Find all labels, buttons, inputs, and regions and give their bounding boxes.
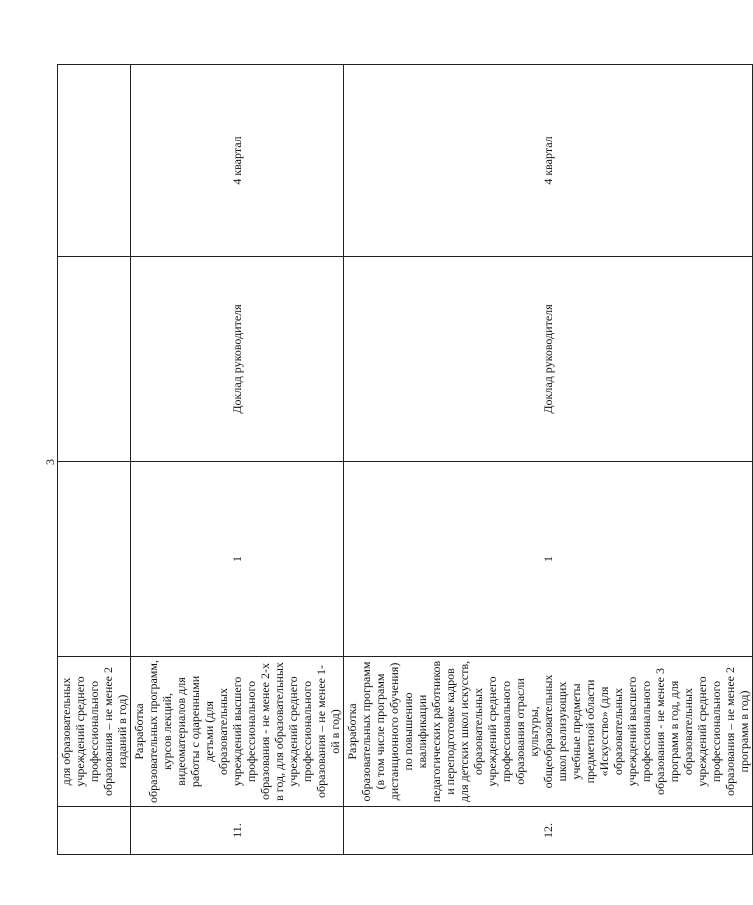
report-cell [58, 257, 131, 462]
report-cell: Доклад руководителя [344, 257, 753, 462]
plan-table [57, 65, 751, 855]
deadline-cell [58, 65, 131, 257]
quantity-cell: 1 [344, 462, 753, 657]
page-number: 3 [43, 459, 57, 465]
quantity-cell: 1 [131, 462, 344, 657]
description-cell: для образовательных учреждений среднего профессионального образования – не менее 2 изданий в год) [58, 657, 131, 807]
row-number: 11. [131, 807, 344, 855]
deadline-cell: 4 квартал [344, 65, 753, 257]
table-row [131, 65, 344, 855]
number-cell [58, 807, 131, 855]
table-row-continuation [58, 65, 131, 855]
table-row [344, 65, 753, 855]
quantity-cell [58, 462, 131, 657]
description-cell: Разработка образовательных программ, курсов лекций, видеоматериалов для работы с одаренными детьми (для образовательных учреждений высшего профессионального образования - не менее 2-х в год, для образовательных учреждений среднего профессионального образования – не менее 1-ой в год) [131, 657, 344, 807]
report-cell: Доклад руководителя [131, 257, 344, 462]
deadline-cell: 4 квартал [131, 65, 344, 257]
description-cell: Разработка образовательных программ (в том числе программ дистанционного обучения) по повышению квалификации педагогических работников и переподготовке кадров для детских школ искусств, образовательных учреждений среднего профессионального образования отрасли культуры, общеобразовательных школ реализующих учебные предметы предметной области «Искусство» (для образовательных учреждений высшего профессионального образования - не менее 3 программ в год, для образовательных учреждений среднего профессионального образования – не менее 2 программ в год) [344, 657, 753, 807]
row-number: 12. [344, 807, 753, 855]
